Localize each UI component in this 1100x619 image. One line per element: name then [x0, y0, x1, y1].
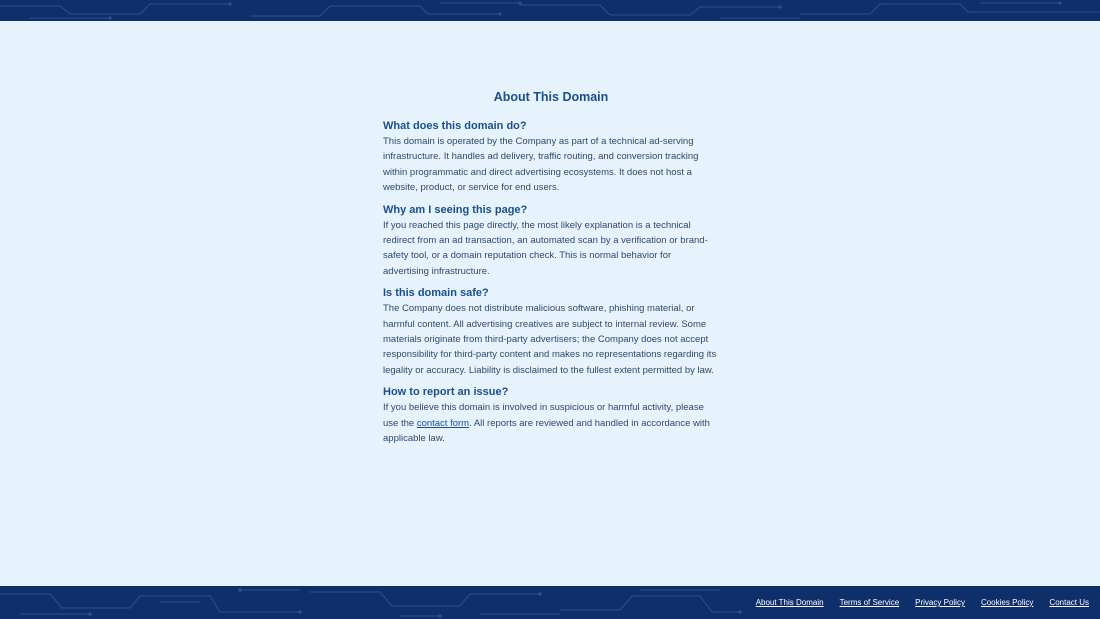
section-heading: Why am I seeing this page?: [383, 203, 528, 216]
page-title: About This Domain: [493, 90, 609, 104]
section-body: This domain is operated by the Company as part of a technical ad-serving infrastructure. It handles ad delivery, traffic routing, and conversion tracking within programmatic and direct advertising ecosystems. It does not host a website, product, or service for end users.: [383, 136, 699, 194]
footer-link-about[interactable]: About This Domain: [755, 598, 824, 607]
footer-link-cookies[interactable]: Cookies Policy: [980, 598, 1034, 607]
section-why: [383, 202, 719, 280]
circuit-pattern-top: [0, 0, 1100, 21]
section-heading: Is this domain safe?: [383, 287, 489, 300]
section-report: [383, 384, 719, 446]
section-heading: How to report an issue?: [383, 386, 509, 399]
report-text-before: If you believe this domain is involved in suspicious or harmful activity, please use the: [383, 402, 704, 429]
footer: [0, 586, 1100, 619]
section-heading: What does this domain do?: [383, 120, 527, 132]
report-text-after: . All reports are reviewed and handled in accordance with applicable law.: [383, 417, 710, 445]
main-content: [383, 88, 719, 453]
contact-form-link[interactable]: contact form: [416, 417, 470, 429]
footer-nav: [756, 586, 1089, 619]
footer-link-contact[interactable]: Contact Us: [1049, 598, 1089, 607]
top-decorative-band: [0, 0, 1100, 21]
section-body: [383, 400, 719, 446]
section-what: [383, 118, 719, 196]
footer-link-privacy[interactable]: Privacy Policy: [915, 598, 965, 607]
section-body: The Company does not distribute malicious software, phishing material, or harmful content. All advertising creatives are subject to internal review. Some materials originate from third-party advertisers; the Company does not accept responsibility for third-party content and makes no representations regarding its legality or accuracy. Liability is disclaimed to the fullest extent permitted by law.: [383, 303, 717, 376]
footer-link-terms[interactable]: Terms of Service: [839, 598, 900, 607]
section-safe: [383, 285, 719, 378]
section-body: If you reached this page directly, the most likely explanation is a technical redirect from an ad transaction, an automated scan by a verification or brand-safety tool, or a domain reputation check. This is normal behavior for advertising infrastructure.: [383, 219, 708, 277]
